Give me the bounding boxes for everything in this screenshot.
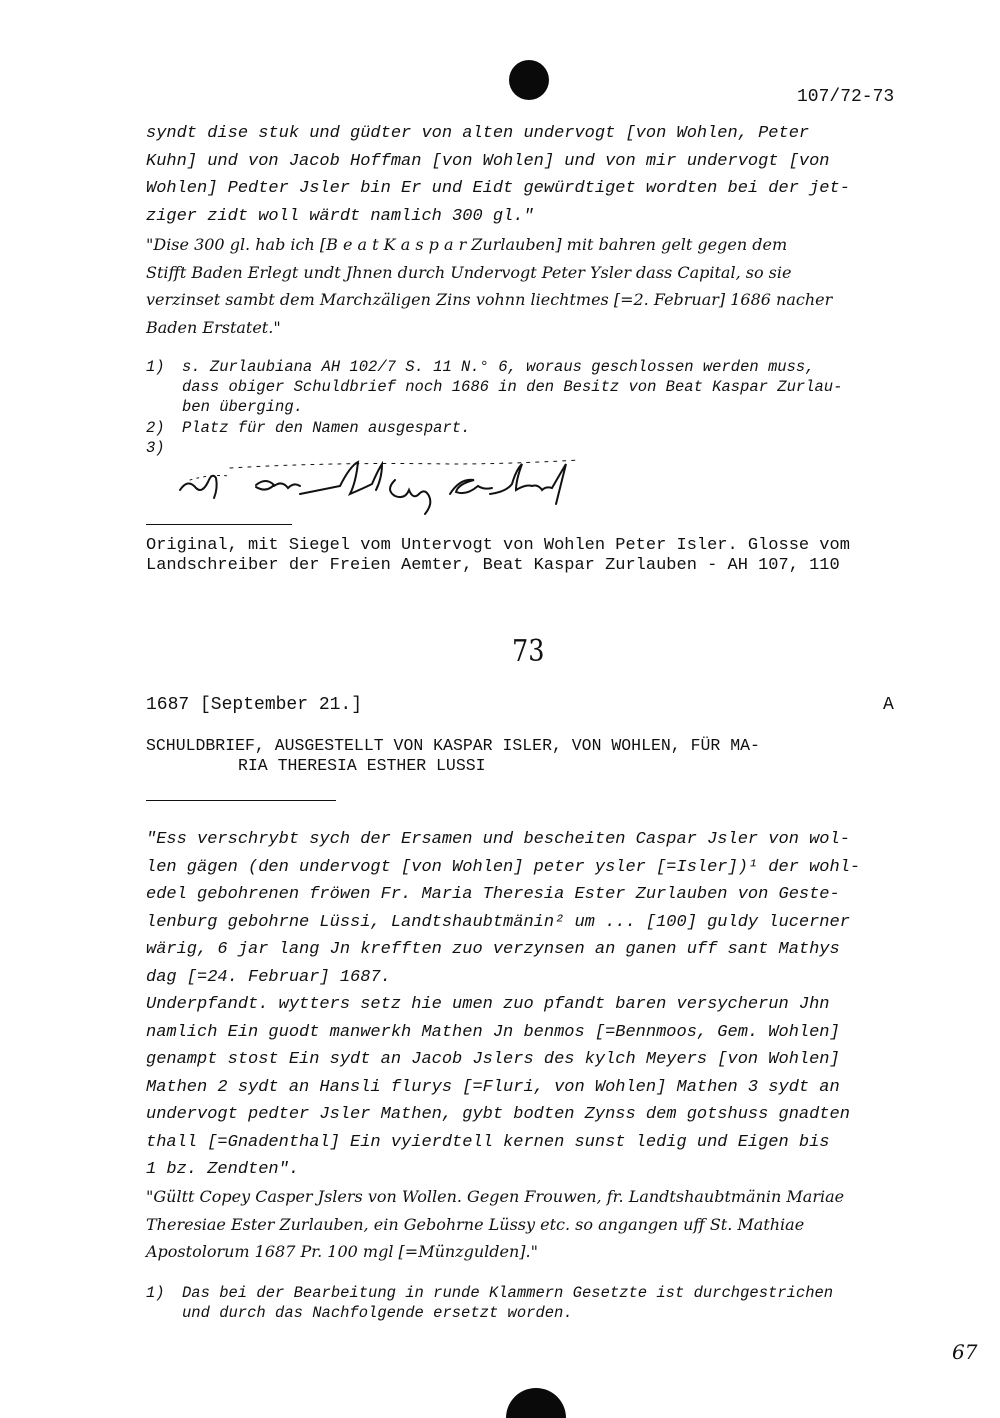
footnote-line: und durch das Nachfolgende ersetzt worden. [182, 1304, 573, 1322]
doc72-source [146, 536, 850, 576]
gloss-line: Baden Erstatet." [146, 317, 281, 337]
footnote-number: 1) [146, 358, 165, 376]
source-separator [146, 524, 292, 525]
footnote-line: s. Zurlaubiana AH 102/7 S. 11 N.° 6, woraus geschlossen werden muss, [182, 358, 815, 376]
footnote-line: Platz für den Namen ausgespart. [182, 419, 471, 437]
doc73-gloss [146, 1183, 844, 1266]
doc72-footnote-2 [146, 418, 470, 438]
text-line: genampt stost Ein sydt an Jacob Jslers des kylch Meyers [von Wohlen] [146, 1050, 840, 1069]
text-line: len gägen (den undervogt [von Wohlen] peter ysler [=Isler])¹ der wohl- [146, 857, 861, 877]
doc72-text [146, 120, 850, 230]
text-line: dag [=24. Februar] 1687. [146, 967, 391, 987]
page-reference: 107/72-73 [797, 87, 895, 107]
text-line: namlich Ein guodt manwerkh Mathen Jn benmos [=Bennmoos, Gem. Wohlen] [146, 1022, 840, 1042]
gloss-line: Apostolorum 1687 Pr. 100 mgl [=Münzgulden]." [146, 1242, 538, 1261]
gloss-line: Theresiae Ester Zurlauben, ein Gebohrne Lüssy etc. so angangen uff St. Mathiae [146, 1214, 805, 1234]
text-line: Wohlen] Pedter Jsler bin Er und Eidt gewürdtiget wordten bei der jet- [146, 179, 850, 198]
footnote-number: 3) [146, 439, 165, 457]
punch-hole-top [509, 60, 549, 100]
text-line: ziger zidt woll wärdt namlich 300 gl." [146, 206, 534, 226]
text-line: Kuhn] und von Jacob Hoffman [von Wohlen] und von mir undervogt [von [146, 151, 830, 171]
doc72-footnote-1 [146, 357, 842, 417]
footnote-line: Das bei der Bearbeitung in runde Klammern Gesetzte ist durchgestrichen [182, 1284, 834, 1302]
footnote-number: 2) [146, 419, 165, 437]
document-date: 1687 [September 21.] [146, 695, 363, 715]
doc73-text [146, 826, 860, 1184]
gloss-line: "Gültt Copey Casper Jslers von Wollen. Gegen Frouwen, fr. Landtshaubtmänin Mariae [146, 1187, 845, 1206]
text-line: edel gebohrenen fröwen Fr. Maria Theresia Ester Zurlauben von Geste- [146, 885, 840, 904]
footnote-number: 1) [146, 1284, 165, 1302]
title-line: RIA THERESIA ESTHER LUSSI [238, 756, 486, 775]
text-line: syndt dise stuk und güdter von alten undervogt [von Wohlen, Peter [146, 124, 810, 143]
doc72-footnote-3 [146, 438, 165, 458]
doc73-footnote-1 [146, 1283, 833, 1323]
title-line: SCHULDBRIEF, AUSGESTELLT VON KASPAR ISLER, VON WOHLEN, FÜR MA- [146, 736, 760, 755]
handwritten-signature [170, 450, 610, 530]
text-line: wärig, 6 jar lang Jn krefften zuo verzynsen an ganen uff sant Mathys [146, 940, 840, 959]
footnote-line: ben überging. [182, 398, 303, 416]
gloss-line: verzinset sambt dem Marchzäligen Zins vohnn liechtmes [=2. Februar] 1686 nacher [146, 290, 833, 309]
text-line: thall [=Gnadenthal] Ein vyierdtell kernen sunst ledig und Eigen bis [146, 1132, 830, 1152]
text-line: 1 bz. Zendten". [146, 1160, 300, 1179]
title-separator [146, 800, 336, 801]
document-number: 73 [512, 634, 545, 669]
text-line: Mathen 2 sydt an Hansli flurys [=Fluri, von Wohlen] Mathen 3 sydt an [146, 1077, 840, 1097]
source-line: Original, mit Siegel vom Untervogt von Wohlen Peter Isler. Glosse vom [146, 536, 850, 555]
text-line: "Ess verschrybt sych der Ersamen und bescheiten Caspar Jsler von wol- [146, 830, 850, 849]
source-line: Landschreiber der Freien Aemter, Beat Kaspar Zurlauben - AH 107, 110 [146, 556, 840, 575]
doc72-gloss [146, 231, 832, 341]
document-title [146, 736, 760, 776]
text-line: Underpfandt. wytters setz hie umen zuo pfandt baren versycherun Jhn [146, 995, 830, 1014]
gloss-line: "Dise 300 gl. hab ich [B e a t K a s p a r Zurlauben] mit bahren gelt gegen dem [146, 235, 788, 254]
document-letter: A [883, 695, 894, 715]
gloss-line: Stifft Baden Erlegt undt Jhnen durch Undervogt Peter Ysler dass Capital, so sie [146, 262, 792, 282]
page-number: 67 [952, 1340, 978, 1364]
text-line: undervogt pedter Jsler Mathen, gybt bodten Zynss dem gotshuss gnadten [146, 1105, 850, 1124]
footnote-line: dass obiger Schuldbrief noch 1686 in den Besitz von Beat Kaspar Zurlau- [182, 378, 843, 396]
text-line: lenburg gebohrne Lüssi, Landtshaubtmänin² um ... [100] guldy lucerner [146, 912, 850, 932]
punch-hole-bottom [506, 1388, 566, 1418]
